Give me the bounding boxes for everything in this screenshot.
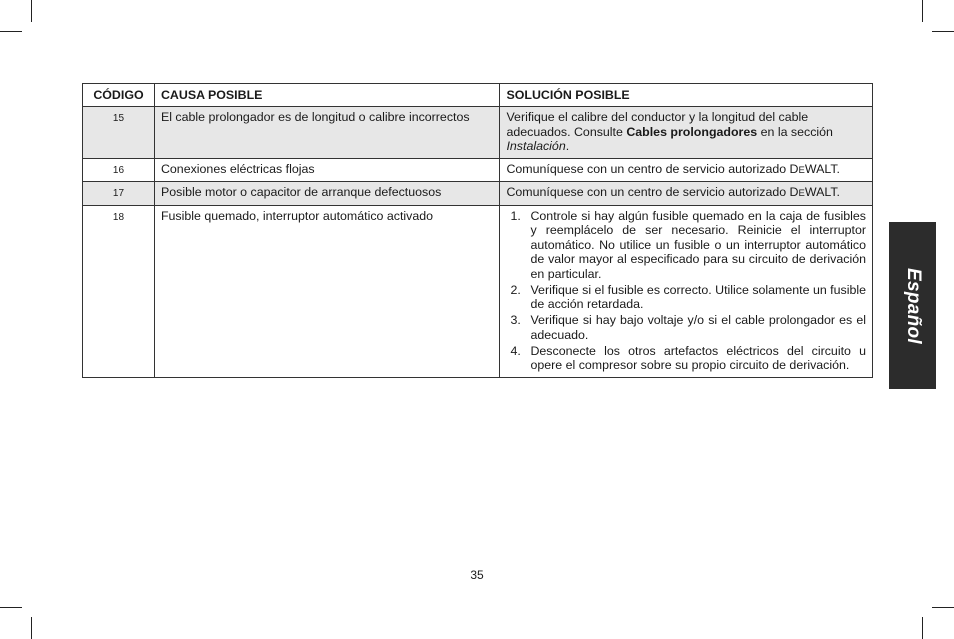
step-number: 3. — [510, 313, 521, 327]
crop-mark-top-left-v — [31, 0, 32, 22]
list-item — [506, 313, 866, 342]
row-code: 17 — [83, 182, 155, 206]
crop-mark-top-right-v — [922, 0, 923, 22]
row-cause: Conexiones eléctricas flojas — [154, 158, 500, 182]
list-item — [506, 209, 866, 282]
row-solution — [500, 205, 873, 378]
solution-brand-smallcap: E — [798, 164, 805, 176]
solution-text: Verifique el calibre del conductor y la longitud del cable adecuados. Consulte — [506, 110, 809, 139]
row-cause: El cable prolongador es de longitud o calibre incorrectos — [154, 107, 500, 159]
language-side-tab — [889, 222, 936, 389]
row-solution — [500, 158, 873, 182]
table-row — [83, 182, 873, 206]
solution-text-end: WALT. — [804, 161, 840, 176]
crop-mark-bottom-right-h — [932, 607, 954, 608]
solution-brand-smallcap: E — [798, 188, 805, 199]
header-code: CÓDIGO — [83, 84, 155, 107]
solution-text-end: WALT. — [804, 185, 840, 199]
page-number: 35 — [470, 568, 484, 582]
solution-text-mid: en la sección — [757, 124, 833, 139]
troubleshooting-table — [82, 83, 873, 378]
solution-text: Comuníquese con un centro de servicio autorizado D — [506, 185, 799, 199]
crop-mark-bottom-right-v — [922, 617, 923, 639]
crop-mark-top-left-h — [0, 31, 22, 32]
solution-bold-ref: Cables prolongadores — [626, 124, 758, 139]
table-header-row — [83, 84, 873, 107]
row-solution — [500, 182, 873, 206]
crop-mark-bottom-left-h — [0, 607, 22, 608]
header-solution: SOLUCIÓN POSIBLE — [500, 84, 873, 107]
step-text: Verifique si el fusible es correcto. Utilice solamente un fusible de acción retardada. — [530, 282, 866, 311]
header-cause: CAUSA POSIBLE — [154, 84, 500, 107]
solution-text-end: . — [565, 139, 570, 153]
solution-text: Comuníquese con un centro de servicio autorizado D — [506, 161, 799, 176]
solution-italic-ref: Instalación — [506, 139, 566, 153]
table-row — [83, 205, 873, 378]
step-number: 2. — [510, 282, 521, 297]
step-text: Desconecte los otros artefactos eléctricos del circuito u opere el compresor sobre su propio circuito de derivación. — [530, 343, 866, 372]
language-tab-label: Español — [902, 267, 924, 344]
crop-mark-bottom-left-v — [31, 617, 32, 639]
row-code: 15 — [83, 107, 155, 159]
table-row — [83, 158, 873, 182]
step-number: 1. — [510, 208, 521, 223]
list-item — [506, 283, 866, 312]
row-cause: Posible motor o capacitor de arranque defectuosos — [154, 182, 500, 206]
step-text: Controle si hay algún fusible quemado en la caja de fusibles y reemplácelo de ser necesario. Reinicie el interruptor automático. No utilice un fusible o un interruptor automático de valor mayor al especificado para su circuito de derivación en particular. — [530, 208, 866, 281]
row-code: 16 — [83, 158, 155, 182]
solution-steps-list — [506, 209, 866, 373]
step-text: Verifique si hay bajo voltaje y/o si el cable prolongador es el adecuado. — [530, 313, 866, 342]
row-code: 18 — [83, 205, 155, 378]
crop-mark-top-right-h — [932, 31, 954, 32]
table-row — [83, 107, 873, 159]
row-cause: Fusible quemado, interruptor automático activado — [154, 205, 500, 378]
list-item — [506, 344, 866, 373]
step-number: 4. — [510, 343, 521, 358]
row-solution — [500, 107, 873, 159]
